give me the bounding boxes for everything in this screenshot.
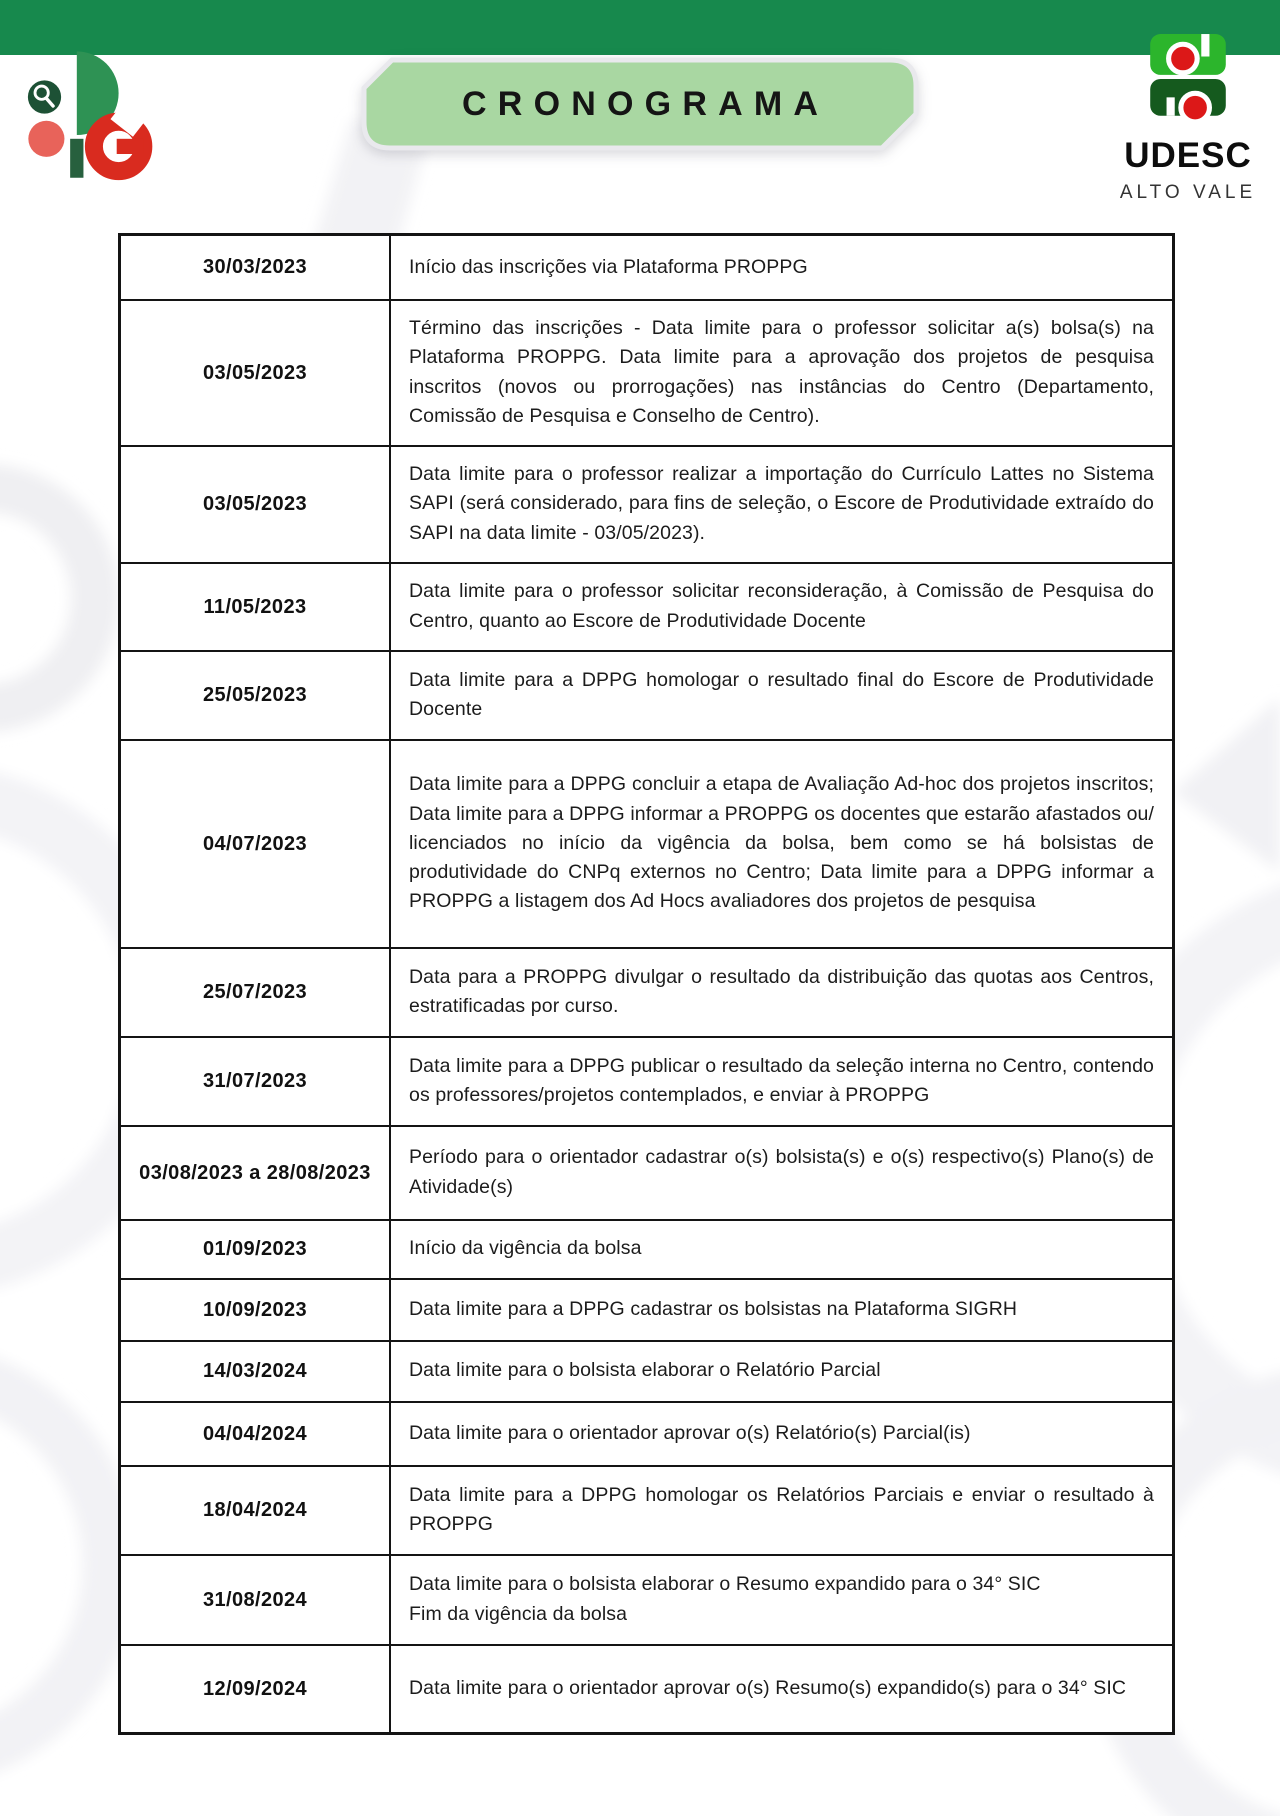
schedule-date: 12/09/2024: [120, 1645, 391, 1734]
schedule-date: 03/08/2023 a 28/08/2023: [120, 1126, 391, 1220]
watermark-arc-bottom-left: [0, 1370, 110, 1760]
logo-salmon-dot: [28, 121, 64, 157]
table-row: [120, 446, 1174, 563]
schedule-description: Data limite para o professor solicitar reconsideração, à Comissão de Pesquisa do Centro, quanto ao Escore de Produtividade Docente: [390, 563, 1174, 651]
udesc-symbol-bottom: [1150, 79, 1226, 122]
schedule-description: Data limite para a DPPG homologar os Relatórios Parciais e enviar o resultado à PROPPG: [390, 1466, 1174, 1555]
watermark-chevron-right: [1173, 698, 1280, 872]
schedule-date: 30/03/2023: [120, 235, 391, 300]
schedule-description: Data limite para o orientador aprovar o(s) Resumo(s) expandido(s) para o 34° SIC: [390, 1645, 1174, 1734]
top-green-bar: [0, 0, 1280, 55]
table-row: [120, 563, 1174, 651]
watermark-ring-left: [0, 488, 95, 708]
udesc-subtitle: ALTO VALE: [1119, 182, 1257, 203]
schedule-description: Período para o orientador cadastrar o(s) bolsista(s) e o(s) respectivo(s) Plano(s) de Atividade(s): [390, 1126, 1174, 1220]
schedule-date: 04/07/2023: [120, 740, 391, 948]
schedule-date: 11/05/2023: [120, 563, 391, 651]
schedule-description: Data limite para a DPPG homologar o resultado final do Escore de Produtividade Docente: [390, 651, 1174, 740]
udesc-symbol-top: [1150, 34, 1226, 75]
schedule-date: 03/05/2023: [120, 300, 391, 446]
schedule-date: 14/03/2024: [120, 1341, 391, 1402]
table-row: [120, 1126, 1174, 1220]
schedule-date: 31/07/2023: [120, 1037, 391, 1126]
schedule-description: Data limite para o orientador aprovar o(s) Relatório(s) Parcial(is): [390, 1402, 1174, 1466]
table-row: [120, 948, 1174, 1037]
table-row: [120, 1466, 1174, 1555]
schedule-date: 25/07/2023: [120, 948, 391, 1037]
schedule-description: Data para a PROPPG divulgar o resultado da distribuição das quotas aos Centros, estratificadas por curso.: [390, 948, 1174, 1037]
schedule-description: Data limite para o bolsista elaborar o Resumo expandido para o 34° SIC Fim da vigência da bolsa: [390, 1555, 1174, 1645]
schedule-description: Início das inscrições via Plataforma PROPPG: [390, 235, 1174, 300]
schedule-description: Data limite para a DPPG concluir a etapa de Avaliação Ad-hoc dos projetos inscritos; Data limite para a DPPG informar a PROPPG os docentes que estarão afastados ou/ licenciados no início da vigência da bolsa, bem como se há bolsistas de produtividade do CNPq externos no Centro; Data limite para a DPPG informar a PROPPG a listagem dos Ad Hocs avaliadores dos projetos de pesquisa: [390, 740, 1174, 948]
schedule-date: 31/08/2024: [120, 1555, 391, 1645]
table-row: [120, 1555, 1174, 1645]
schedule-date: 10/09/2023: [120, 1279, 391, 1341]
magnifier-icon: [28, 80, 61, 113]
schedule-description: Data limite para a DPPG publicar o resultado da seleção interna no Centro, contendo os professores/projetos contemplados, e enviar à PROPPG: [390, 1037, 1174, 1126]
table-row: [120, 1341, 1174, 1402]
table-row: [120, 1037, 1174, 1126]
table-row: [120, 1402, 1174, 1466]
schedule-date: 25/05/2023: [120, 651, 391, 740]
research-program-logo: [16, 40, 168, 192]
schedule-description: Data limite para a DPPG cadastrar os bolsistas na Plataforma SIGRH: [390, 1279, 1174, 1341]
udesc-wordmark: UDESC: [1124, 136, 1252, 175]
logo-i-stem: [70, 139, 83, 178]
schedule-description: Data limite para o professor realizar a importação do Currículo Lattes no Sistema SAPI (será considerado, para fins de seleção, o Escore de Produtividade extraído do SAPI na data limite - 03/05/2023).: [390, 446, 1174, 563]
table-row: [120, 740, 1174, 948]
schedule-date: 18/04/2024: [120, 1466, 391, 1555]
schedule-description: Data limite para o bolsista elaborar o Relatório Parcial: [390, 1341, 1174, 1402]
schedule-table: [118, 233, 1175, 1735]
page-title: CRONOGRAMA: [462, 84, 830, 123]
schedule-date: 04/04/2024: [120, 1402, 391, 1466]
schedule-date: 01/09/2023: [120, 1220, 391, 1279]
udesc-block: [1100, 32, 1276, 204]
table-row: [120, 300, 1174, 446]
schedule-description: Início da vigência da bolsa: [390, 1220, 1174, 1279]
table-row: [120, 651, 1174, 740]
table-row: [120, 1645, 1174, 1734]
table-row: [120, 1279, 1174, 1341]
cronograma-banner: [360, 56, 920, 152]
table-row: [120, 1220, 1174, 1279]
schedule-description: Término das inscrições - Data limite para o professor solicitar a(s) bolsa(s) na Plataforma PROPPG. Data limite para a aprovação dos projetos de pesquisa inscritos (novos ou prorrogações) nas instâncias do Centro (Departamento, Comissão de Pesquisa e Conselho de Centro).: [390, 300, 1174, 446]
schedule-table-body: [120, 235, 1174, 1734]
udesc-logo: [1142, 32, 1234, 128]
table-row: [120, 235, 1174, 300]
schedule-date: 03/05/2023: [120, 446, 391, 563]
